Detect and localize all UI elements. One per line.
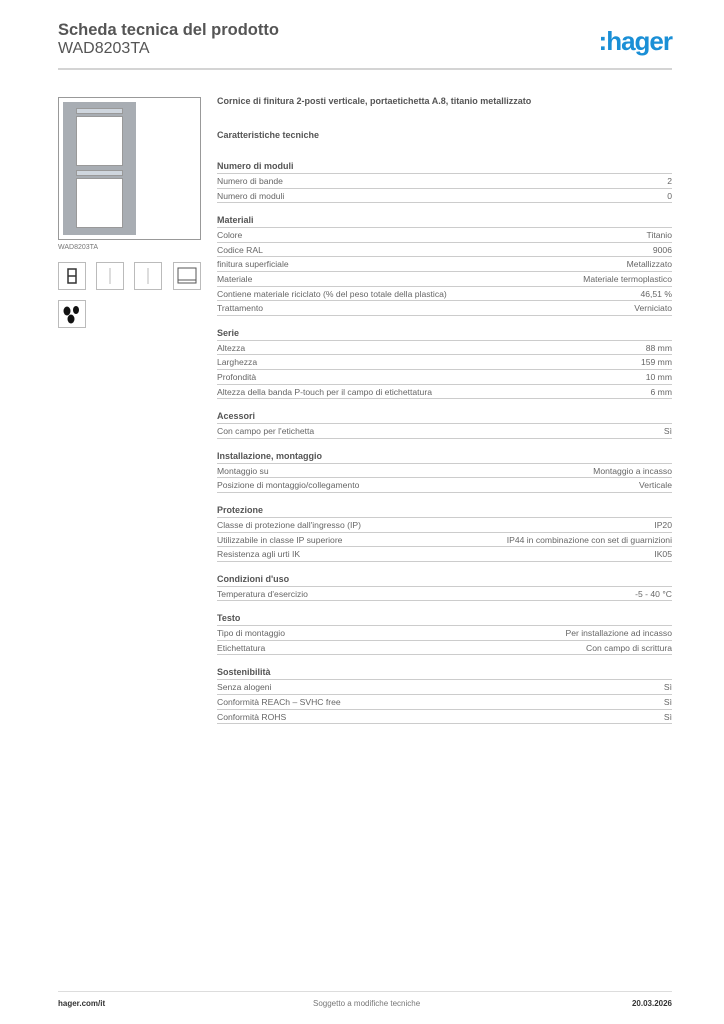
spec-row (217, 478, 672, 493)
spec-label: Senza alogeni (217, 682, 272, 693)
page-title: Scheda tecnica del prodotto (58, 21, 279, 39)
spec-section (217, 503, 672, 562)
section-title: Installazione, montaggio (217, 449, 672, 464)
spec-value: IP44 in combinazione con set di guarnizioni (506, 534, 672, 545)
product-image (58, 97, 201, 240)
spec-label: Altezza (217, 342, 246, 353)
spec-value: 2 (667, 176, 672, 186)
spec-label: Tipo di montaggio (217, 628, 285, 639)
spec-label: Trattamento (217, 303, 264, 314)
section-title: Testo (217, 611, 672, 626)
spec-section (217, 665, 672, 724)
module-2-icon (58, 262, 86, 290)
spec-content (217, 96, 672, 724)
spec-row (217, 174, 672, 189)
image-caption: WAD8203TA (58, 244, 99, 251)
spec-row (217, 641, 672, 656)
spec-value: -5 - 40 °C (635, 588, 672, 599)
label-holder-icon (173, 262, 201, 290)
spec-value: IP20 (654, 519, 672, 530)
slot-top (76, 116, 123, 166)
spec-value: Sì (663, 711, 672, 722)
spec-label: Larghezza (217, 357, 258, 368)
spec-value: Sì (663, 697, 672, 708)
spec-label: Profondità (217, 371, 257, 382)
spec-row (217, 257, 672, 272)
line-icon (96, 262, 124, 290)
spec-section (217, 572, 672, 602)
spec-value: Verniciato (634, 303, 672, 314)
label-holder-top (76, 108, 123, 114)
spec-label: Classe di protezione dall'ingresso (IP) (217, 519, 361, 530)
spec-value: Per installazione ad incasso (565, 628, 672, 639)
spec-section (217, 159, 672, 203)
section-title: Serie (217, 326, 672, 341)
spec-label: Numero di bande (217, 176, 283, 186)
spec-value: Sì (663, 426, 672, 437)
spec-value: 0 (667, 190, 672, 201)
spec-row (217, 547, 672, 562)
spec-label: Temperatura d'esercizio (217, 588, 308, 599)
spec-label: Resistenza agli urti IK (217, 549, 301, 560)
spec-label: Altezza della banda P-touch per il campo di etichettatura (217, 386, 432, 397)
spec-value: 88 mm (645, 342, 672, 353)
footer-website[interactable]: hager.com/it (58, 999, 106, 1008)
spec-value: IK05 (654, 549, 672, 560)
spec-section (217, 213, 672, 316)
footer-divider (58, 991, 672, 992)
hager-logo: :hager (598, 26, 672, 56)
spec-row (217, 341, 672, 356)
spec-value: 159 mm (640, 357, 672, 368)
spec-row (217, 424, 672, 439)
spec-label: Colore (217, 230, 243, 241)
spec-label: Codice RAL (217, 244, 263, 255)
spec-row (217, 710, 672, 725)
spec-label: Montaggio su (217, 465, 269, 476)
spec-label: finitura superficiale (217, 259, 289, 270)
spec-row (217, 228, 672, 243)
spec-section (217, 326, 672, 399)
footer-note: Soggetto a modifiche tecniche (313, 999, 421, 1008)
spec-row (217, 301, 672, 316)
spec-label: Materiale (217, 273, 253, 284)
spec-label: Etichettatura (217, 642, 266, 653)
spec-value: Materiale termoplastico (583, 273, 672, 284)
spec-value: Con campo di scrittura (586, 642, 672, 653)
spec-row (217, 533, 672, 548)
section-title: Acessori (217, 409, 672, 424)
spec-row (217, 518, 672, 533)
spec-row (217, 189, 672, 204)
spec-row (217, 626, 672, 641)
spec-label: Conformità REACh – SVHC free (217, 697, 341, 708)
frame-drawing (63, 102, 136, 235)
spec-label: Utilizzabile in classe IP superiore (217, 534, 343, 545)
section-title: Materiali (217, 213, 672, 228)
painted-drops-icon (58, 300, 86, 328)
spec-row (217, 243, 672, 258)
spec-section (217, 409, 672, 439)
section-title: Numero di moduli (217, 159, 672, 174)
spec-value: Montaggio a incasso (593, 465, 672, 476)
spec-row (217, 680, 672, 695)
spec-value: 6 mm (650, 386, 672, 397)
spec-label: Contiene materiale riciclato (% del peso totale della plastica) (217, 288, 447, 299)
footer-date: 20.03.2026 (631, 999, 672, 1008)
spec-sections (217, 159, 672, 724)
spec-row (217, 370, 672, 385)
spec-label: Posizione di montaggio/collegamento (217, 480, 360, 491)
slot-bottom (76, 178, 123, 228)
product-code: WAD8203TA (58, 40, 150, 57)
spec-row (217, 587, 672, 602)
spec-row (217, 695, 672, 710)
section-title: Condizioni d'uso (217, 572, 672, 587)
spec-value: Titanio (646, 230, 672, 241)
spec-value: Sì (663, 682, 672, 693)
product-description: Cornice di finitura 2-posti verticale, portaetichetta A.8, titanio metallizzato (217, 96, 532, 106)
spec-label: Con campo per l'etichetta (217, 426, 315, 437)
spec-label: Numero di moduli (217, 190, 285, 201)
spec-section (217, 611, 672, 655)
section-title: Protezione (217, 503, 672, 518)
spec-label: Conformità ROHS (217, 711, 287, 722)
spec-row (217, 272, 672, 287)
spec-value: 46,51 % (640, 288, 672, 299)
spec-row (217, 385, 672, 400)
spec-value: Metallizzato (626, 259, 672, 270)
section-title: Sostenibilità (217, 665, 672, 680)
header-divider (58, 68, 672, 70)
spec-value: 9006 (652, 244, 672, 255)
characteristics-title: Caratteristiche tecniche (217, 130, 320, 140)
line-icon (134, 262, 162, 290)
spec-section (217, 449, 672, 493)
spec-row (217, 464, 672, 479)
spec-row (217, 355, 672, 370)
label-holder-bottom (76, 170, 123, 176)
spec-value: 10 mm (645, 371, 672, 382)
spec-value: Verticale (639, 480, 672, 491)
spec-row (217, 287, 672, 302)
